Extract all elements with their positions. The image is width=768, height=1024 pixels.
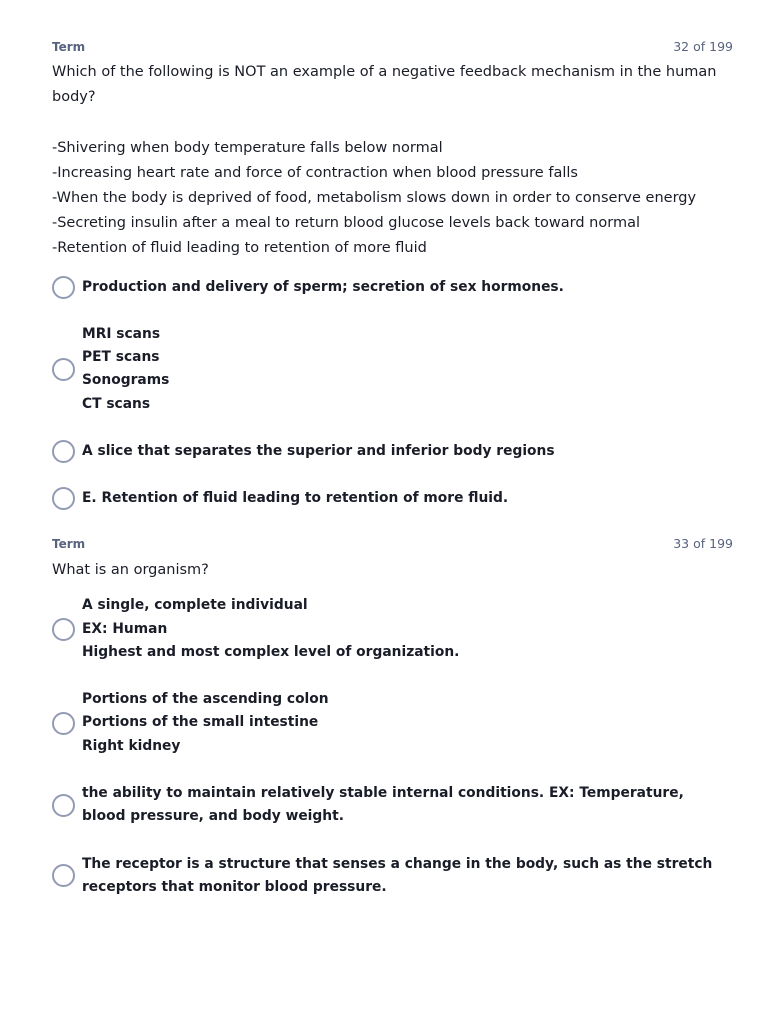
question-prompt: What is an organism? [52, 562, 209, 578]
answer-option[interactable] [52, 276, 733, 299]
answer-options [52, 276, 733, 511]
answer-option[interactable] [52, 487, 733, 510]
question-card [52, 39, 733, 510]
radio-button[interactable] [52, 712, 75, 735]
question-header [52, 536, 733, 554]
answer-option-text: The receptor is a structure that senses a change in the body, such as the stretch receptors that monitor blood pressure. [82, 855, 713, 895]
answer-option[interactable] [52, 440, 733, 463]
radio-button[interactable] [52, 618, 75, 641]
radio-button[interactable] [52, 487, 75, 510]
answer-option[interactable] [52, 688, 733, 758]
term-label: Term [52, 40, 86, 54]
answer-options [52, 594, 733, 899]
answer-option-text: E. Retention of fluid leading to retention of more fluid. [82, 490, 509, 507]
radio-button[interactable] [52, 440, 75, 463]
question-prompt: Which of the following is NOT an example of a negative feedback mechanism in the human body? -Shivering when body temperature falls below normal -Increasing heart rate and force of contraction when blood pressure falls -When the body is deprived of food, metabolism slows down in order to conserve energy -Secreting insulin after a meal to return blood glucose levels back toward normal -Retention of fluid leading to retention of more fluid [52, 64, 717, 257]
question-counter: 32 of 199 [673, 39, 733, 54]
answer-option-text: Production and delivery of sperm; secretion of sex hormones. [82, 278, 564, 295]
radio-button[interactable] [52, 276, 75, 299]
question-counter: 33 of 199 [673, 536, 733, 551]
radio-button[interactable] [52, 864, 75, 887]
question-header [52, 39, 733, 57]
term-label: Term [52, 537, 86, 551]
answer-option-text: MRI scans PET scans Sonograms CT scans [82, 325, 170, 412]
answer-option-text: A slice that separates the superior and inferior body regions [82, 442, 555, 459]
radio-button[interactable] [52, 358, 75, 381]
answer-option[interactable] [52, 594, 733, 664]
answer-option[interactable] [52, 323, 733, 416]
question-card [52, 536, 733, 899]
radio-button[interactable] [52, 794, 75, 817]
answer-option[interactable] [52, 853, 733, 900]
answer-option-text: the ability to maintain relatively stable internal conditions. EX: Temperature, blood pressure, and body weight. [82, 784, 684, 825]
answer-option-text: Portions of the ascending colon Portions of the small intestine Right kidney [82, 691, 329, 754]
answer-option-text: A single, complete individual EX: Human Highest and most complex level of organization. [82, 597, 460, 660]
answer-option[interactable] [52, 782, 733, 829]
